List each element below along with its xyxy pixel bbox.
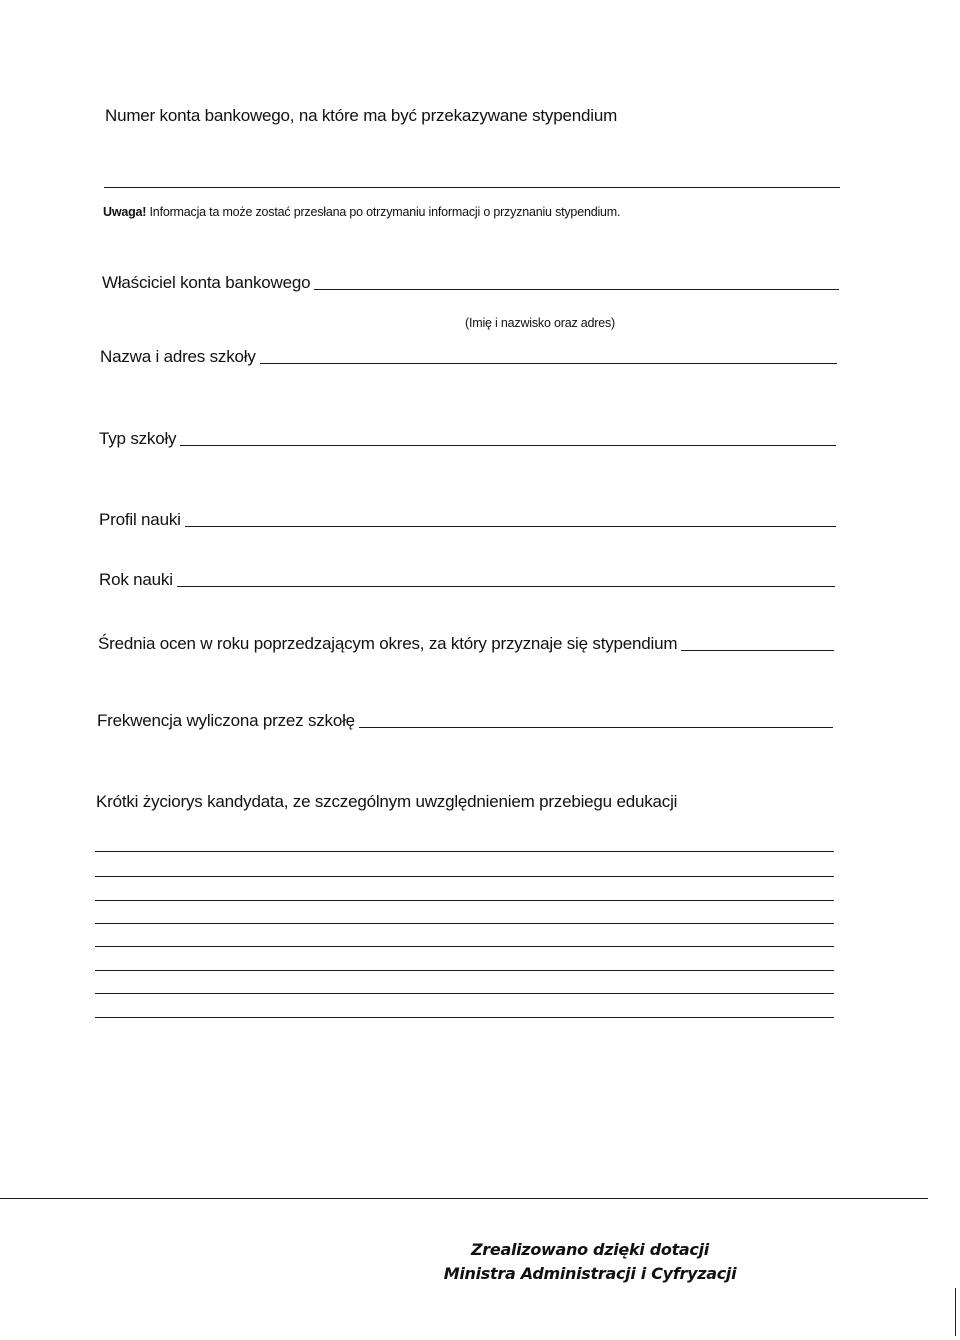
account-owner-row [102, 273, 839, 299]
study-year-line[interactable] [177, 585, 835, 587]
grade-average-label: Średnia ocen w roku poprzedzającym okres, za który przyznaje się stypendium [98, 634, 678, 653]
account-owner-line[interactable] [314, 288, 839, 290]
study-profile-label: Profil nauki [99, 510, 181, 529]
school-name-line[interactable] [260, 362, 837, 364]
grade-average-row [98, 634, 834, 660]
scan-edge-mark [955, 1288, 956, 1336]
cv-line[interactable] [95, 851, 834, 852]
cv-line[interactable] [95, 1017, 834, 1018]
school-name-row [100, 347, 837, 373]
cv-line[interactable] [95, 876, 834, 877]
notice-body: Informacja ta może zostać przesłana po otrzymaniu informacji o przyznaniu stypendium. [146, 205, 621, 219]
attendance-label: Frekwencja wyliczona przez szkołę [97, 711, 355, 730]
footer-line-1: Zrealizowano dzięki dotacji [471, 1240, 709, 1259]
footer-separator [0, 1198, 928, 1199]
account-owner-hint: (Imię i nazwisko oraz adres) [465, 316, 616, 330]
account-number-label: Numer konta bankowego, na które ma być przekazywane stypendium [105, 106, 618, 125]
cv-line[interactable] [95, 900, 834, 901]
cv-line[interactable] [95, 970, 834, 971]
cv-label: Krótki życiorys kandydata, ze szczególnym uwzględnieniem przebiegu edukacji [96, 792, 678, 811]
attendance-line[interactable] [359, 726, 833, 728]
cv-line[interactable] [95, 993, 834, 994]
study-profile-row [99, 510, 836, 536]
notice-text [103, 205, 620, 219]
school-type-line[interactable] [180, 444, 836, 446]
school-type-label: Typ szkoły [99, 429, 177, 448]
account-owner-label: Właściciel konta bankowego [102, 273, 311, 292]
cv-line[interactable] [95, 946, 834, 947]
school-name-label: Nazwa i adres szkoły [100, 347, 256, 366]
footer-line-2: Ministra Administracji i Cyfryzacji [443, 1264, 737, 1283]
account-number-line[interactable] [104, 187, 840, 188]
notice-prefix: Uwaga! [103, 205, 147, 219]
attendance-row [97, 711, 833, 737]
school-type-row [99, 429, 836, 455]
study-year-label: Rok nauki [99, 570, 173, 589]
cv-line[interactable] [95, 923, 834, 924]
grade-average-line[interactable] [681, 649, 834, 651]
study-profile-line[interactable] [185, 525, 836, 527]
study-year-row [99, 570, 835, 596]
